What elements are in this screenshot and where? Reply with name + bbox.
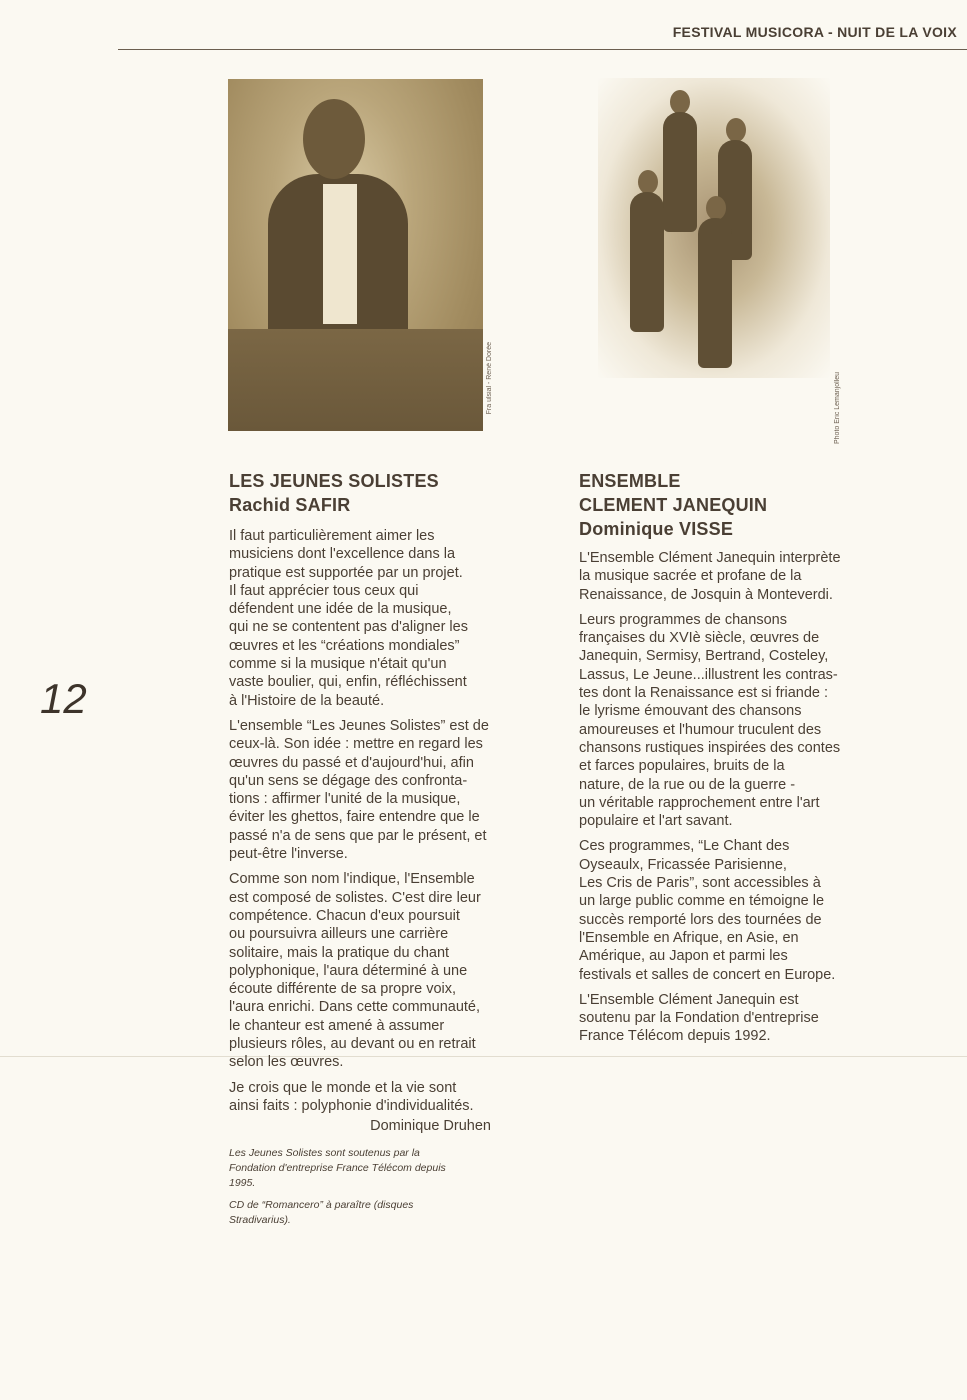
conductor-head — [303, 99, 365, 179]
conductor-shirt — [323, 184, 357, 324]
music-stand — [228, 329, 483, 431]
right-paragraph-1: L'Ensemble Clément Janequin interprète la musique sacrée et profane de la Renaissance, de Josquin à Monteverdi. — [579, 550, 841, 603]
right-paragraph-3: Ces programmes, “Le Chant des Oyseaulx, Fricassée Parisienne, Les Cris de Paris”, sont accessibles à un large public comme en témoigne le succès remporté lors des tournées de l'Ensemble en Afrique, en Asie, en Amérique, au Japon et parmi les festivals et salles de concert en Europe. — [579, 838, 836, 983]
right-paragraph-2: Leurs programmes de chansons françaises du XVIè siècle, œuvres de Janequin, Sermisy, Bertrand, Costeley, Lassus, Le Jeune...illustrent les contras- tes dont la Renaissance est si friande : le lyrisme émouvant des chansons amoureuses et l'humour truculent des chansons rustiques inspirées des contes et farces populaires, bruits de la nature, de la rue ou de la guerre - un véritable rapprochement entre l'art populaire et l'art savant. — [579, 611, 841, 830]
running-header: FESTIVAL MUSICORA - NUIT DE LA VOIX — [672, 24, 957, 40]
singer-head-3 — [638, 170, 658, 194]
left-photo-credit: Fra ulsial - René Dorée — [486, 342, 493, 415]
left-paragraph-2: L'ensemble “Les Jeunes Solistes” est de ceux-là. Son idée : mettre en regard les œuvres du passé et d'aujourd'hui, afin qu'un sens se dégage des confronta- tions : affirmer l'unité de la musique, éviter les ghettos, faire entendre que le passé n'a de sens que par le présent, et peut-être l'inverse. — [229, 717, 489, 863]
left-title: LES JEUNES SOLISTES — [229, 471, 439, 491]
right-title-line-1: ENSEMBLE — [579, 471, 681, 491]
conductor-photo — [228, 79, 483, 431]
left-paragraph-1: Il faut particulièrement aimer les musiciens dont l'excellence dans la pratique est supportée par un projet. Il faut apprécier tous ceux qui défendent une idée de la musique, qui ne se contentent pas d'aligner les œuvres et les “créations mondiales” comme si la musique n'était qu'un vaste boulier, qui, enfin, réfléchissent à l'Histoire de la beauté. — [229, 528, 468, 709]
sponsor-note: Les Jeunes Solistes sont soutenus par la Fondation d'entreprise France Télécom depuis 1995. — [229, 1146, 446, 1189]
right-photo-credit: Photo Eric Lemanjolleu — [834, 372, 841, 444]
left-subtitle: Rachid SAFIR — [229, 495, 351, 515]
singer-head-1 — [670, 90, 690, 114]
right-article — [579, 469, 841, 1053]
singer-3 — [630, 192, 664, 332]
right-title-line-2: CLEMENT JANEQUIN — [579, 495, 768, 515]
page-number: 12 — [40, 675, 87, 722]
singer-4 — [698, 218, 732, 368]
header-rule — [118, 49, 967, 50]
signature: Dominique Druhen — [370, 1118, 491, 1135]
right-subtitle: Dominique VISSE — [579, 519, 734, 539]
left-paragraph-3: Comme son nom l'indique, l'Ensemble est composé de solistes. C'est dire leur compétence. Chacun d'eux poursuit ou poursuivra ailleurs une carrière solitaire, mais la pratique du chant polyphonique, l'aura déterminé à une écoute différente de sa propre voix, l'aura enrichi. Dans cette communauté, le chanteur est amené à assumer plusieurs rôles, au devant ou en retrait selon les œuvres. — [229, 871, 481, 1071]
singer-head-2 — [726, 118, 746, 142]
left-paragraph-4: Je crois que le monde et la vie sont ainsi faits : polyphonie d'individualités. — [229, 1079, 474, 1114]
right-paragraph-4: L'Ensemble Clément Janequin est soutenu par la Fondation d'entreprise France Télécom depuis 1992. — [579, 991, 819, 1045]
singer-1 — [663, 112, 697, 232]
ensemble-photo — [598, 78, 830, 378]
left-article — [229, 469, 491, 1235]
cd-note: CD de “Romancero” à paraître (disques Stradivarius). — [229, 1198, 414, 1226]
singer-head-4 — [706, 196, 726, 220]
